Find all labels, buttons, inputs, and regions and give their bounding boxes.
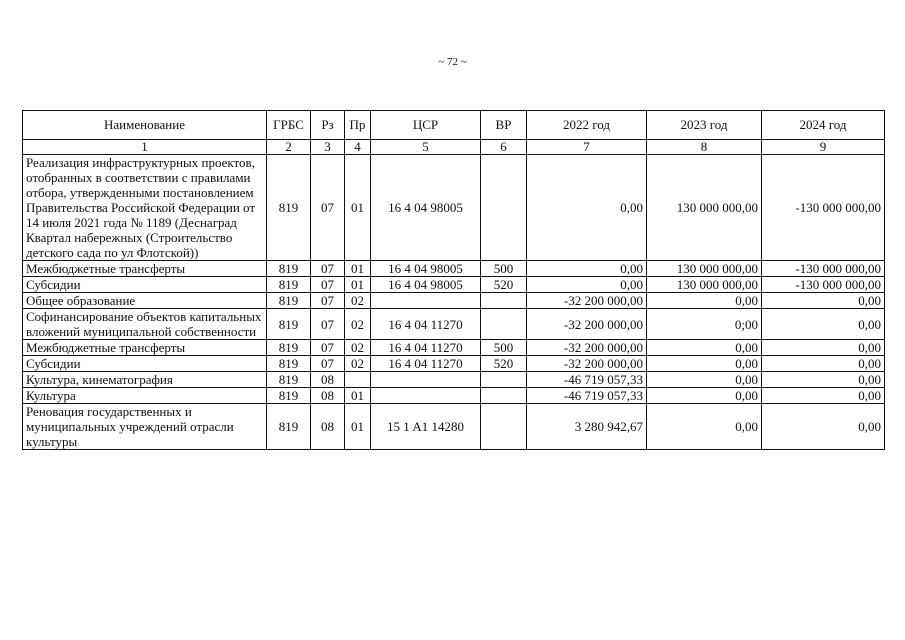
- rz-cell: 08: [311, 372, 345, 388]
- table-row: [23, 356, 885, 372]
- row-name-cell: Субсидии: [23, 277, 267, 293]
- amount-2024-cell: 0,00: [762, 309, 885, 340]
- header-row: [23, 111, 885, 140]
- pr-cell: 01: [345, 155, 371, 261]
- amount-2023-cell: 130 000 000,00: [647, 155, 762, 261]
- pr-cell: 01: [345, 388, 371, 404]
- grbs-cell: 819: [267, 388, 311, 404]
- amount-2022-cell: 0,00: [527, 155, 647, 261]
- column-number-cell: 1: [23, 140, 267, 155]
- amount-2024-cell: 0,00: [762, 340, 885, 356]
- column-number-cell: 4: [345, 140, 371, 155]
- header-cell: 2023 год: [647, 111, 762, 140]
- vr-cell: [481, 293, 527, 309]
- header-cell: ВР: [481, 111, 527, 140]
- pr-cell: 01: [345, 277, 371, 293]
- table-row: [23, 388, 885, 404]
- vr-cell: 500: [481, 340, 527, 356]
- grbs-cell: 819: [267, 340, 311, 356]
- amount-2023-cell: 0,00: [647, 356, 762, 372]
- rz-cell: 08: [311, 388, 345, 404]
- vr-cell: 520: [481, 356, 527, 372]
- amount-2022-cell: -46 719 057,33: [527, 372, 647, 388]
- csr-cell: [371, 388, 481, 404]
- amount-2023-cell: 130 000 000,00: [647, 261, 762, 277]
- column-number-cell: 3: [311, 140, 345, 155]
- pr-cell: 02: [345, 356, 371, 372]
- amount-2022-cell: -32 200 000,00: [527, 293, 647, 309]
- amount-2024-cell: 0,00: [762, 293, 885, 309]
- header-cell: ЦСР: [371, 111, 481, 140]
- csr-cell: 16 4 04 11270: [371, 309, 481, 340]
- column-number-cell: 5: [371, 140, 481, 155]
- csr-cell: 16 4 04 98005: [371, 277, 481, 293]
- amount-2024-cell: -130 000 000,00: [762, 277, 885, 293]
- grbs-cell: 819: [267, 261, 311, 277]
- rz-cell: 07: [311, 340, 345, 356]
- row-name-cell: Общее образование: [23, 293, 267, 309]
- vr-cell: [481, 309, 527, 340]
- vr-cell: [481, 372, 527, 388]
- rz-cell: 07: [311, 309, 345, 340]
- csr-cell: 15 1 A1 14280: [371, 404, 481, 450]
- pr-cell: [345, 372, 371, 388]
- amount-2022-cell: 0,00: [527, 261, 647, 277]
- amount-2023-cell: 0,00: [647, 340, 762, 356]
- header-cell: Рз: [311, 111, 345, 140]
- csr-cell: 16 4 04 98005: [371, 155, 481, 261]
- row-name-cell: Реализация инфраструктурных проектов, отобранных в соответствии с правилами отбора, утвержденными постановлением Правительства Российской Федерации от 14 июля 2021 года № 1189 (Деснаград Квартал набережных (Строительство детского сада по ул Флотской)): [23, 155, 267, 261]
- pr-cell: 01: [345, 261, 371, 277]
- header-cell: Наименование: [23, 111, 267, 140]
- rz-cell: 07: [311, 277, 345, 293]
- rz-cell: 08: [311, 404, 345, 450]
- amount-2022-cell: 3 280 942,67: [527, 404, 647, 450]
- grbs-cell: 819: [267, 356, 311, 372]
- grbs-cell: 819: [267, 404, 311, 450]
- amount-2024-cell: -130 000 000,00: [762, 261, 885, 277]
- table-row: [23, 404, 885, 450]
- csr-cell: [371, 293, 481, 309]
- pr-cell: 02: [345, 340, 371, 356]
- row-name-cell: Культура: [23, 388, 267, 404]
- budget-table: [22, 110, 885, 450]
- table-row: [23, 261, 885, 277]
- grbs-cell: 819: [267, 293, 311, 309]
- amount-2023-cell: 0,00: [647, 372, 762, 388]
- amount-2024-cell: 0,00: [762, 372, 885, 388]
- rz-cell: 07: [311, 293, 345, 309]
- csr-cell: 16 4 04 98005: [371, 261, 481, 277]
- header-cell: ГРБС: [267, 111, 311, 140]
- grbs-cell: 819: [267, 155, 311, 261]
- rz-cell: 07: [311, 155, 345, 261]
- amount-2022-cell: -32 200 000,00: [527, 340, 647, 356]
- csr-cell: 16 4 04 11270: [371, 356, 481, 372]
- table-row: [23, 372, 885, 388]
- table-row: [23, 277, 885, 293]
- row-name-cell: Софинансирование объектов капитальных вложений муниципальной собственности: [23, 309, 267, 340]
- amount-2023-cell: 0,00: [647, 404, 762, 450]
- header-cell: 2024 год: [762, 111, 885, 140]
- rz-cell: 07: [311, 356, 345, 372]
- vr-cell: 500: [481, 261, 527, 277]
- vr-cell: [481, 155, 527, 261]
- amount-2024-cell: 0,00: [762, 388, 885, 404]
- grbs-cell: 819: [267, 309, 311, 340]
- column-number-cell: 7: [527, 140, 647, 155]
- row-name-cell: Культура, кинематография: [23, 372, 267, 388]
- column-number-cell: 6: [481, 140, 527, 155]
- row-name-cell: Реновация государственных и муниципальных учреждений отрасли культуры: [23, 404, 267, 450]
- amount-2022-cell: 0,00: [527, 277, 647, 293]
- column-number-row: [23, 140, 885, 155]
- vr-cell: [481, 404, 527, 450]
- amount-2022-cell: -46 719 057,33: [527, 388, 647, 404]
- amount-2024-cell: 0,00: [762, 356, 885, 372]
- amount-2023-cell: 0;00: [647, 309, 762, 340]
- csr-cell: 16 4 04 11270: [371, 340, 481, 356]
- amount-2022-cell: -32 200 000,00: [527, 309, 647, 340]
- table-row: [23, 340, 885, 356]
- table-row: [23, 309, 885, 340]
- row-name-cell: Межбюджетные трансферты: [23, 261, 267, 277]
- csr-cell: [371, 372, 481, 388]
- row-name-cell: Межбюджетные трансферты: [23, 340, 267, 356]
- amount-2024-cell: -130 000 000,00: [762, 155, 885, 261]
- vr-cell: [481, 388, 527, 404]
- amount-2024-cell: 0,00: [762, 404, 885, 450]
- table-row: [23, 155, 885, 261]
- vr-cell: 520: [481, 277, 527, 293]
- pr-cell: 02: [345, 293, 371, 309]
- rz-cell: 07: [311, 261, 345, 277]
- column-number-cell: 8: [647, 140, 762, 155]
- column-number-cell: 2: [267, 140, 311, 155]
- page-number: ~ 72 ~: [438, 56, 467, 68]
- column-number-cell: 9: [762, 140, 885, 155]
- grbs-cell: 819: [267, 277, 311, 293]
- amount-2022-cell: -32 200 000,00: [527, 356, 647, 372]
- grbs-cell: 819: [267, 372, 311, 388]
- header-cell: Пр: [345, 111, 371, 140]
- table-row: [23, 293, 885, 309]
- pr-cell: 01: [345, 404, 371, 450]
- amount-2023-cell: 0,00: [647, 388, 762, 404]
- amount-2023-cell: 130 000 000,00: [647, 277, 762, 293]
- row-name-cell: Субсидии: [23, 356, 267, 372]
- pr-cell: 02: [345, 309, 371, 340]
- table-body: [23, 155, 885, 450]
- header-cell: 2022 год: [527, 111, 647, 140]
- amount-2023-cell: 0,00: [647, 293, 762, 309]
